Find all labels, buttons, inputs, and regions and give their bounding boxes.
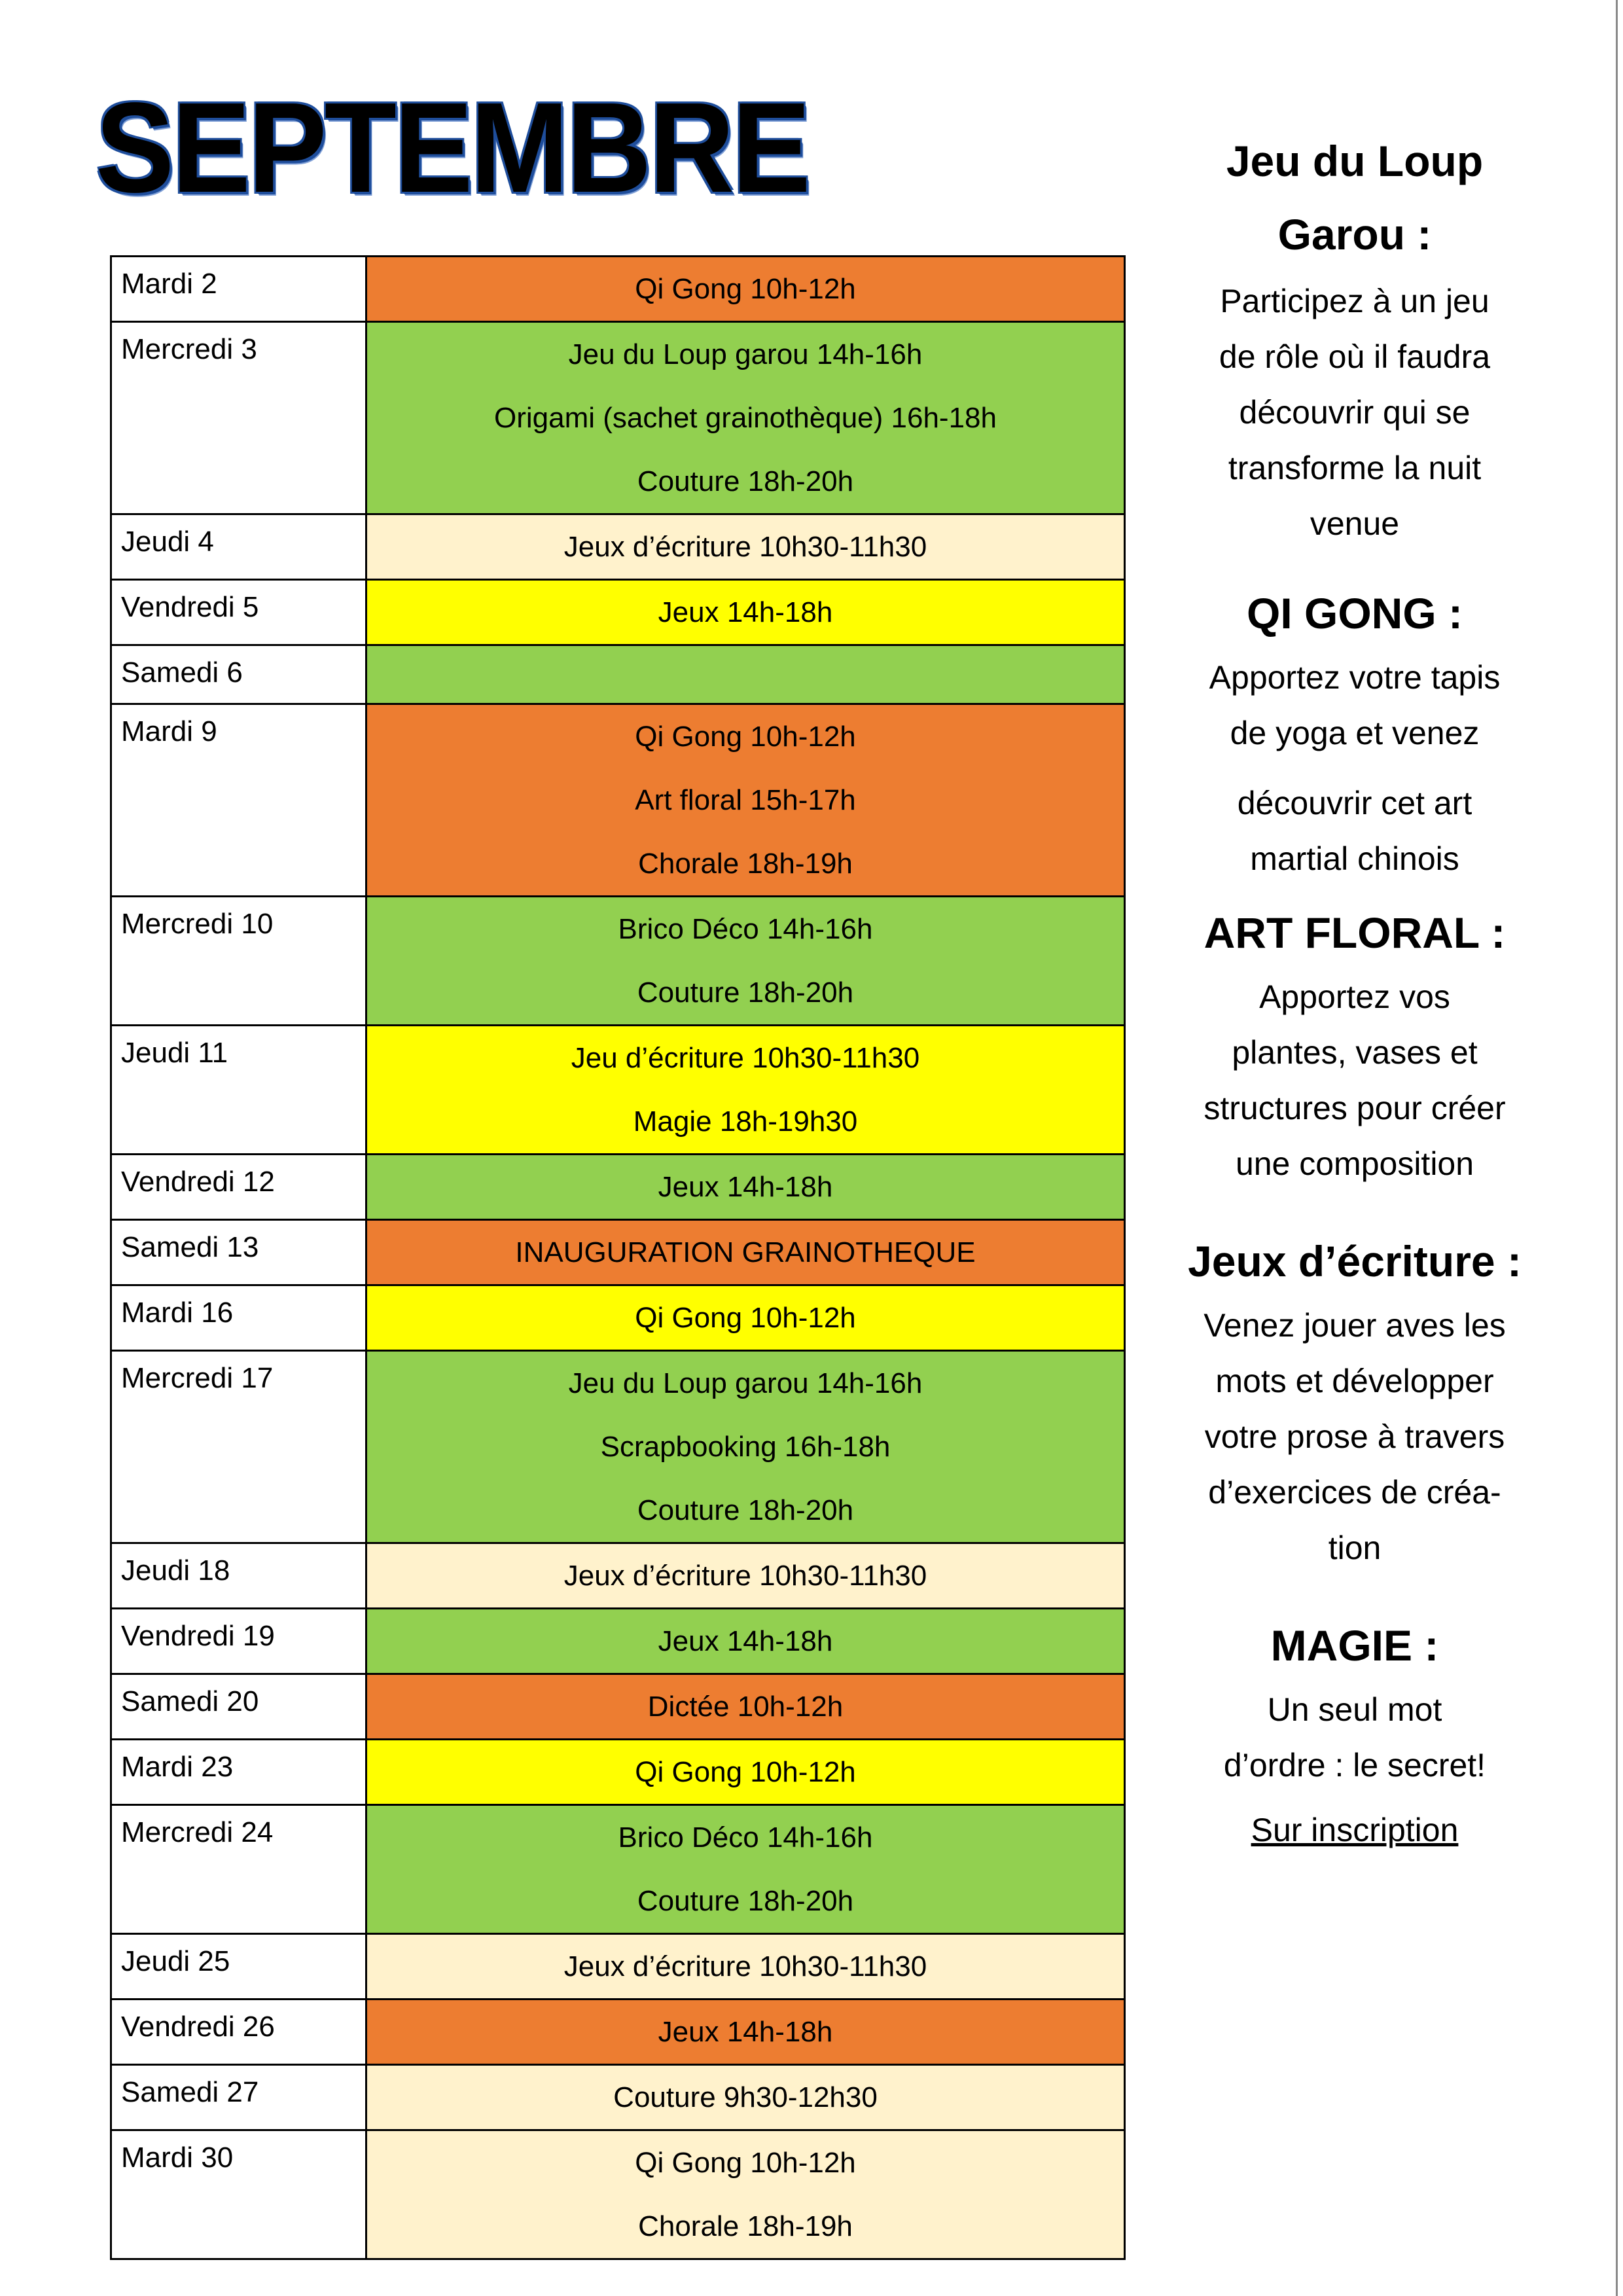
schedule-row xyxy=(111,1155,1125,1220)
section-loup-garou xyxy=(1171,124,1538,552)
schedule-row xyxy=(111,2000,1125,2065)
description-line: d’exercices de créa- xyxy=(1208,1474,1501,1511)
events-cell xyxy=(366,1351,1125,1543)
description-line: mots et développer xyxy=(1215,1363,1494,1399)
day-cell: Samedi 20 xyxy=(111,1674,366,1740)
events-cell xyxy=(366,257,1125,322)
schedule-row xyxy=(111,2065,1125,2130)
event-item: Magie 18h-19h30 xyxy=(633,1105,858,1138)
schedule-table xyxy=(110,255,1126,2260)
event-item: Qi Gong 10h-12h xyxy=(635,2147,856,2179)
events-cell xyxy=(366,1026,1125,1155)
events-cell xyxy=(366,2000,1125,2065)
schedule-row xyxy=(111,322,1125,514)
schedule-row xyxy=(111,1351,1125,1543)
event-item: Couture 18h-20h xyxy=(637,1494,854,1526)
title-line: Jeu du Loup xyxy=(1226,137,1484,185)
schedule-row xyxy=(111,257,1125,322)
day-cell: Vendredi 5 xyxy=(111,580,366,645)
events-cell xyxy=(366,1155,1125,1220)
event-item: Scrapbooking 16h-18h xyxy=(600,1431,891,1463)
section-title: Jeux d’écriture : xyxy=(1188,1237,1522,1285)
event-item: Couture 18h-20h xyxy=(637,1885,854,1917)
events-cell xyxy=(366,1674,1125,1740)
title-line: Garou : xyxy=(1277,210,1432,259)
day-cell: Samedi 13 xyxy=(111,1220,366,1285)
description-line: transforme la nuit xyxy=(1228,450,1482,486)
day-cell: Samedi 27 xyxy=(111,2065,366,2130)
description-line: d’ordre : le secret! xyxy=(1223,1747,1486,1784)
description-line: de yoga et venez xyxy=(1230,715,1480,751)
event-item: Jeu d’écriture 10h30-11h30 xyxy=(571,1042,920,1074)
event-item: Jeux d’écriture 10h30-11h30 xyxy=(563,1560,927,1592)
day-cell: Samedi 6 xyxy=(111,645,366,704)
day-cell: Mercredi 3 xyxy=(111,322,366,514)
description-line: découvrir qui se xyxy=(1239,394,1471,431)
description-line: Apportez votre tapis xyxy=(1209,659,1501,696)
day-cell: Mardi 23 xyxy=(111,1740,366,1805)
schedule-row xyxy=(111,1674,1125,1740)
events-cell xyxy=(366,1805,1125,1934)
schedule-row xyxy=(111,1934,1125,2000)
section-title xyxy=(1171,124,1538,271)
schedule-row xyxy=(111,580,1125,645)
events-cell xyxy=(366,2065,1125,2130)
event-item: Couture 9h30-12h30 xyxy=(613,2081,878,2113)
events-cell xyxy=(366,2130,1125,2259)
description-line: Apportez vos xyxy=(1259,978,1450,1015)
section-art-floral xyxy=(1171,896,1538,1192)
schedule-row xyxy=(111,1220,1125,1285)
schedule-row xyxy=(111,897,1125,1026)
day-cell: Vendredi 26 xyxy=(111,2000,366,2065)
events-cell xyxy=(366,704,1125,897)
event-item: Jeu du Loup garou 14h-16h xyxy=(568,1367,923,1399)
event-item: Brico Déco 14h-16h xyxy=(618,1821,873,1854)
page-edge xyxy=(1616,0,1618,2296)
event-item: Jeux d’écriture 10h30-11h30 xyxy=(563,1950,927,1982)
events-cell xyxy=(366,897,1125,1026)
event-item: Dictée 10h-12h xyxy=(647,1691,844,1723)
activity-descriptions xyxy=(1171,124,1538,1858)
day-cell: Mercredi 17 xyxy=(111,1351,366,1543)
schedule-row xyxy=(111,1285,1125,1351)
day-cell: Jeudi 4 xyxy=(111,514,366,580)
schedule-row xyxy=(111,1026,1125,1155)
event-item: Jeux d’écriture 10h30-11h30 xyxy=(563,531,927,563)
event-item: INAUGURATION GRAINOTHEQUE xyxy=(515,1236,976,1268)
schedule-row xyxy=(111,514,1125,580)
event-item: Brico Déco 14h-16h xyxy=(618,913,873,945)
event-item xyxy=(367,646,1124,703)
schedule-row xyxy=(111,704,1125,897)
schedule-row xyxy=(111,1543,1125,1609)
registration-link[interactable]: Sur inscription xyxy=(1251,1812,1459,1848)
day-cell: Vendredi 19 xyxy=(111,1609,366,1674)
day-cell: Mercredi 24 xyxy=(111,1805,366,1934)
events-cell xyxy=(366,1609,1125,1674)
events-cell xyxy=(366,1740,1125,1805)
schedule-row xyxy=(111,645,1125,704)
day-cell: Vendredi 12 xyxy=(111,1155,366,1220)
section-title: ART FLORAL : xyxy=(1204,908,1506,957)
schedule-row xyxy=(111,1609,1125,1674)
description-line: de rôle où il faudra xyxy=(1219,338,1491,375)
day-cell: Mercredi 10 xyxy=(111,897,366,1026)
day-cell: Mardi 16 xyxy=(111,1285,366,1351)
event-item: Qi Gong 10h-12h xyxy=(635,273,856,305)
month-title: SEPTEMBRE xyxy=(96,76,809,219)
description-line: Participez à un jeu xyxy=(1220,283,1489,319)
event-item: Jeux 14h-18h xyxy=(658,596,833,628)
description-line: tion xyxy=(1328,1530,1382,1566)
events-cell xyxy=(366,1543,1125,1609)
section-jeux-ecriture xyxy=(1171,1225,1538,1576)
description-line: Venez jouer aves les xyxy=(1204,1307,1506,1344)
event-item: Qi Gong 10h-12h xyxy=(635,721,856,753)
day-cell: Jeudi 18 xyxy=(111,1543,366,1609)
event-item: Jeux 14h-18h xyxy=(658,2016,833,2048)
description-line: plantes, vases et xyxy=(1232,1034,1478,1071)
event-item: Chorale 18h-19h xyxy=(638,848,853,880)
day-cell: Mardi 9 xyxy=(111,704,366,897)
event-item: Origami (sachet grainothèque) 16h-18h xyxy=(493,402,997,434)
event-item: Qi Gong 10h-12h xyxy=(635,1302,856,1334)
section-qi-gong xyxy=(1171,577,1538,887)
event-item: Jeux 14h-18h xyxy=(658,1171,833,1203)
events-cell xyxy=(366,1220,1125,1285)
description-line: venue xyxy=(1310,505,1400,542)
events-cell xyxy=(366,1285,1125,1351)
day-cell: Jeudi 25 xyxy=(111,1934,366,2000)
events-cell xyxy=(366,645,1125,704)
description-line: découvrir cet art xyxy=(1237,785,1472,821)
description-line: structures pour créer xyxy=(1204,1090,1506,1126)
day-cell: Mardi 2 xyxy=(111,257,366,322)
schedule-body xyxy=(111,257,1125,2259)
description-line: Un seul mot xyxy=(1267,1691,1442,1728)
events-cell xyxy=(366,322,1125,514)
description-line: une composition xyxy=(1235,1145,1474,1182)
event-item: Art floral 15h-17h xyxy=(635,784,856,816)
schedule-row xyxy=(111,1740,1125,1805)
event-item: Jeu du Loup garou 14h-16h xyxy=(568,338,923,370)
description-line: votre prose à travers xyxy=(1204,1418,1505,1455)
section-title: MAGIE : xyxy=(1270,1621,1439,1670)
event-item: Jeux 14h-18h xyxy=(658,1625,833,1657)
section-title: QI GONG : xyxy=(1247,589,1463,637)
events-cell xyxy=(366,1934,1125,2000)
events-cell xyxy=(366,580,1125,645)
day-cell: Jeudi 11 xyxy=(111,1026,366,1155)
event-item: Chorale 18h-19h xyxy=(638,2210,853,2242)
schedule-row xyxy=(111,2130,1125,2259)
schedule-row xyxy=(111,1805,1125,1934)
event-item: Couture 18h-20h xyxy=(637,977,854,1009)
event-item: Qi Gong 10h-12h xyxy=(635,1756,856,1788)
section-magie xyxy=(1171,1609,1538,1858)
description-line: martial chinois xyxy=(1250,840,1459,877)
day-cell: Mardi 30 xyxy=(111,2130,366,2259)
event-item: Couture 18h-20h xyxy=(637,465,854,497)
events-cell xyxy=(366,514,1125,580)
